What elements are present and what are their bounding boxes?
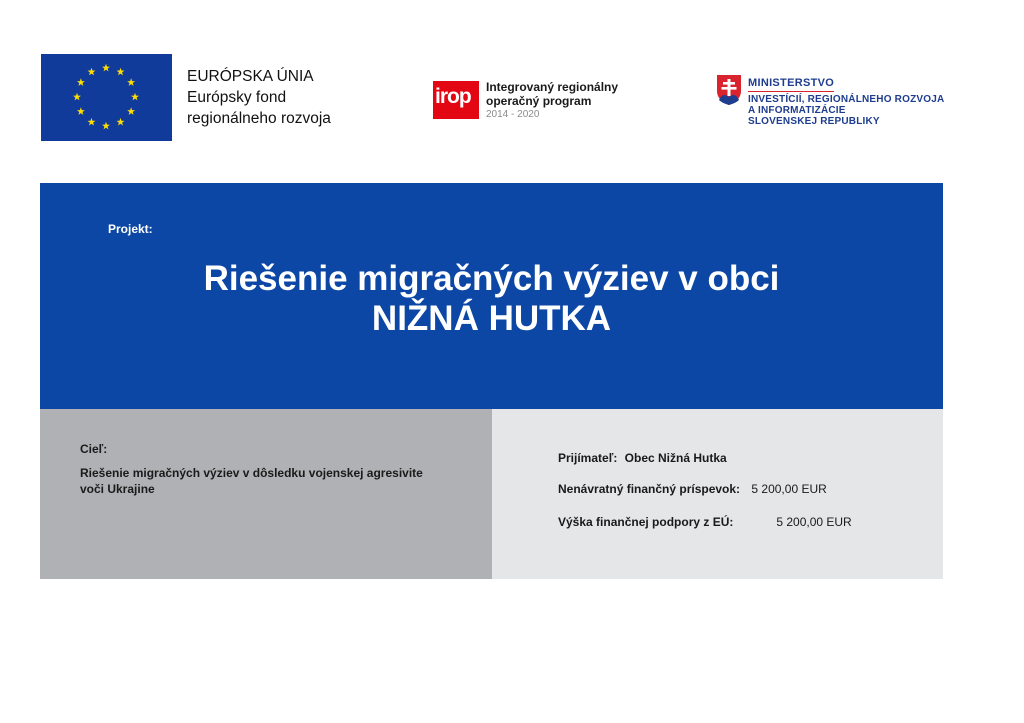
eu-star-icon bbox=[127, 78, 135, 86]
eu-star-icon bbox=[77, 107, 85, 115]
eu-name: EURÓPSKA ÚNIA bbox=[187, 68, 314, 85]
eu-fund-name: Európsky fond bbox=[187, 89, 287, 106]
ministry-line-3: SLOVENSKEJ REPUBLIKY bbox=[748, 116, 880, 127]
goal-label: Cieľ: bbox=[80, 442, 108, 456]
eu-star-icon bbox=[131, 93, 139, 101]
project-title-line-2: NIŽNÁ HUTKA bbox=[371, 299, 612, 338]
eu-star-icon bbox=[88, 68, 96, 76]
irop-years: 2014 - 2020 bbox=[486, 109, 540, 120]
eu-star-icon bbox=[73, 93, 81, 101]
irop-logo-word: irop bbox=[435, 85, 471, 108]
grant-row bbox=[558, 482, 827, 496]
eu-stars-icon bbox=[41, 54, 172, 141]
eu-support-value: 5 200,00 EUR bbox=[776, 515, 852, 529]
eu-star-icon bbox=[127, 107, 135, 115]
grant-value: 5 200,00 EUR bbox=[751, 482, 827, 496]
eu-support-row bbox=[558, 515, 852, 529]
goal-panel bbox=[40, 409, 492, 579]
eu-support-label: Výška finančnej podpory z EÚ: bbox=[558, 515, 734, 529]
eu-star-icon bbox=[88, 118, 96, 126]
recipient-row bbox=[558, 451, 727, 465]
project-title bbox=[40, 259, 943, 339]
eu-star-icon bbox=[117, 68, 125, 76]
recipient-label: Prijímateľ: bbox=[558, 451, 618, 465]
project-banner bbox=[40, 183, 943, 409]
eu-star-icon bbox=[117, 118, 125, 126]
irop-line-1: Integrovaný regionálny bbox=[486, 80, 619, 94]
eu-star-icon bbox=[102, 64, 110, 72]
grant-label: Nenávratný finančný príspevok: bbox=[558, 482, 741, 496]
project-label: Projekt: bbox=[108, 222, 153, 236]
slovak-coat-of-arms-icon bbox=[716, 74, 742, 106]
ministry-line-2: A INFORMATIZÁCIE bbox=[748, 105, 846, 116]
ministry-title: MINISTERSTVO bbox=[748, 77, 834, 92]
goal-text: Riešenie migračných výziev v dôsledku vojenskej agresivite voči Ukrajine bbox=[80, 466, 423, 496]
eu-flag-logo bbox=[41, 54, 172, 141]
irop-program-text bbox=[486, 80, 618, 121]
eu-fund-name-2: regionálneho rozvoja bbox=[187, 110, 331, 127]
ministry-line-1: INVESTÍCIÍ, REGIONÁLNEHO ROZVOJA bbox=[748, 94, 945, 105]
irop-line-2: operačný program bbox=[486, 94, 592, 108]
irop-logo bbox=[433, 81, 479, 119]
project-title-line-1: Riešenie migračných výziev v obci bbox=[203, 259, 780, 298]
funding-info-panel bbox=[492, 409, 943, 579]
recipient-value: Obec Nižná Hutka bbox=[624, 451, 727, 465]
eu-star-icon bbox=[102, 122, 110, 130]
eu-fund-text bbox=[187, 66, 331, 129]
ministry-text bbox=[748, 73, 944, 127]
eu-star-icon bbox=[77, 78, 85, 86]
